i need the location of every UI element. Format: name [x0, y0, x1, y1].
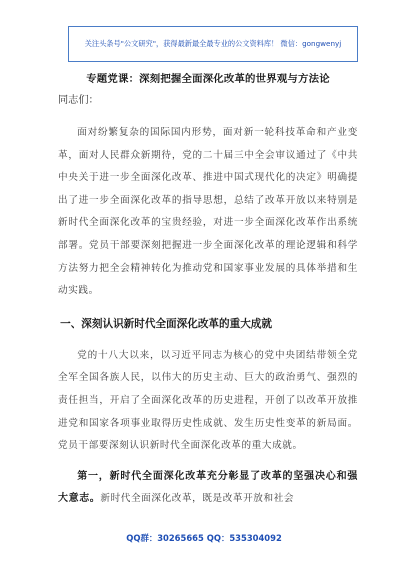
first-point-text: 新时代全面深化改革，既是改革开放和社会: [100, 493, 295, 505]
document-body: [58, 60, 358, 511]
first-point-lead: 第一，新时代全面深化改革充分彰显了改革的坚强决心和强大意志。: [58, 470, 358, 505]
header-banner-text: 关注头条号"公文研究"，获得最新最全最专业的公文资料库！ 微信：gongwenyj: [84, 39, 342, 48]
paragraph-intro: 面对纷繁复杂的国际国内形势，面对新一轮科技革命和产业变革，面对人民群众新期待，党的二十届三中全会审议通过了《中共中央关于进一步全面深化改革、推进中国式现代化的决定》明确提出了进一步全面深化改革的指导思想，总结了改革开放以来特别是新时代全面深化改革的宝贵经验，对进一步全面深化改革作出系统部署。党员干部要深刻把握进一步全面深化改革的理论逻辑和科学方法努力把全会精神转化为推动党和国家事业发展的具体举措和生动实践。: [58, 127, 358, 297]
section-heading: 一、深刻认识新时代全面深化改革的重大成就: [60, 317, 272, 330]
header-banner: [68, 26, 358, 62]
document-title: 专题党课：深刻把握全面深化改革的世界观与方法论: [86, 73, 330, 85]
paragraph-first-point: [58, 466, 358, 511]
footer-contact: QQ群：30265665 QQ：535304092: [126, 533, 282, 543]
salutation: 同志们：: [58, 95, 99, 106]
paragraph-achievements: 党的十八大以来，以习近平同志为核心的党中央团结带领全党全军全国各族人民，以伟大的历史主动、巨大的政治勇气、强烈的责任担当，开启了全面深化改革的历史进程，开创了以改革开放推进党和国家各项事业取得历史性成就、发生历史性变革的新局面。党员干部要深刻认识新时代全面深化改革的重大成就。: [58, 349, 358, 452]
